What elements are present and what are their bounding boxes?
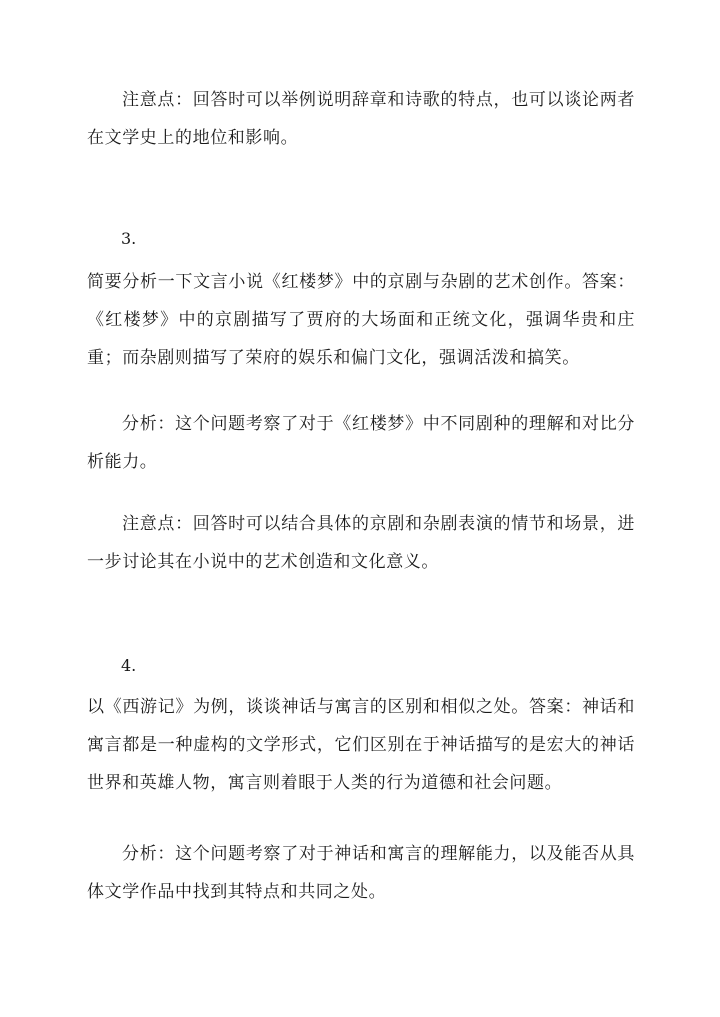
analysis-paragraph-3: 分析：这个问题考察了对于《红楼梦》中不同剧种的理解和对比分析能力。 [87,414,635,472]
question-number-4: 4. [121,656,137,675]
question-3-paragraph: 简要分析一下文言小说《红楼梦》中的京剧与杂剧的艺术创作。答案：《红楼梦》中的京剧描写了贾府的大场面和正统文化，强调华贵和庄重；而杂剧则描写了荣府的娱乐和偏门文化，强调活泼和搞笑。 [87,272,635,368]
note-paragraph-3: 注意点：回答时可以结合具体的京剧和杂剧表演的情节和场景，进一步讨论其在小说中的艺术创造和文化意义。 [87,514,635,572]
question-4-paragraph: 以《西游记》为例，谈谈神话与寓言的区别和相似之处。答案：神话和寓言都是一种虚构的文学形式，它们区别在于神话描写的是宏大的神话世界和英雄人物，寓言则着眼于人类的行为道德和社会问题。 [87,697,635,793]
question-number-3: 3. [121,229,137,248]
note-paragraph-2: 注意点：回答时可以举例说明辞章和诗歌的特点，也可以谈论两者在文学史上的地位和影响。 [87,90,635,148]
analysis-paragraph-4: 分析：这个问题考察了对于神话和寓言的理解能力，以及能否从具体文学作品中找到其特点和共同之处。 [87,844,635,902]
